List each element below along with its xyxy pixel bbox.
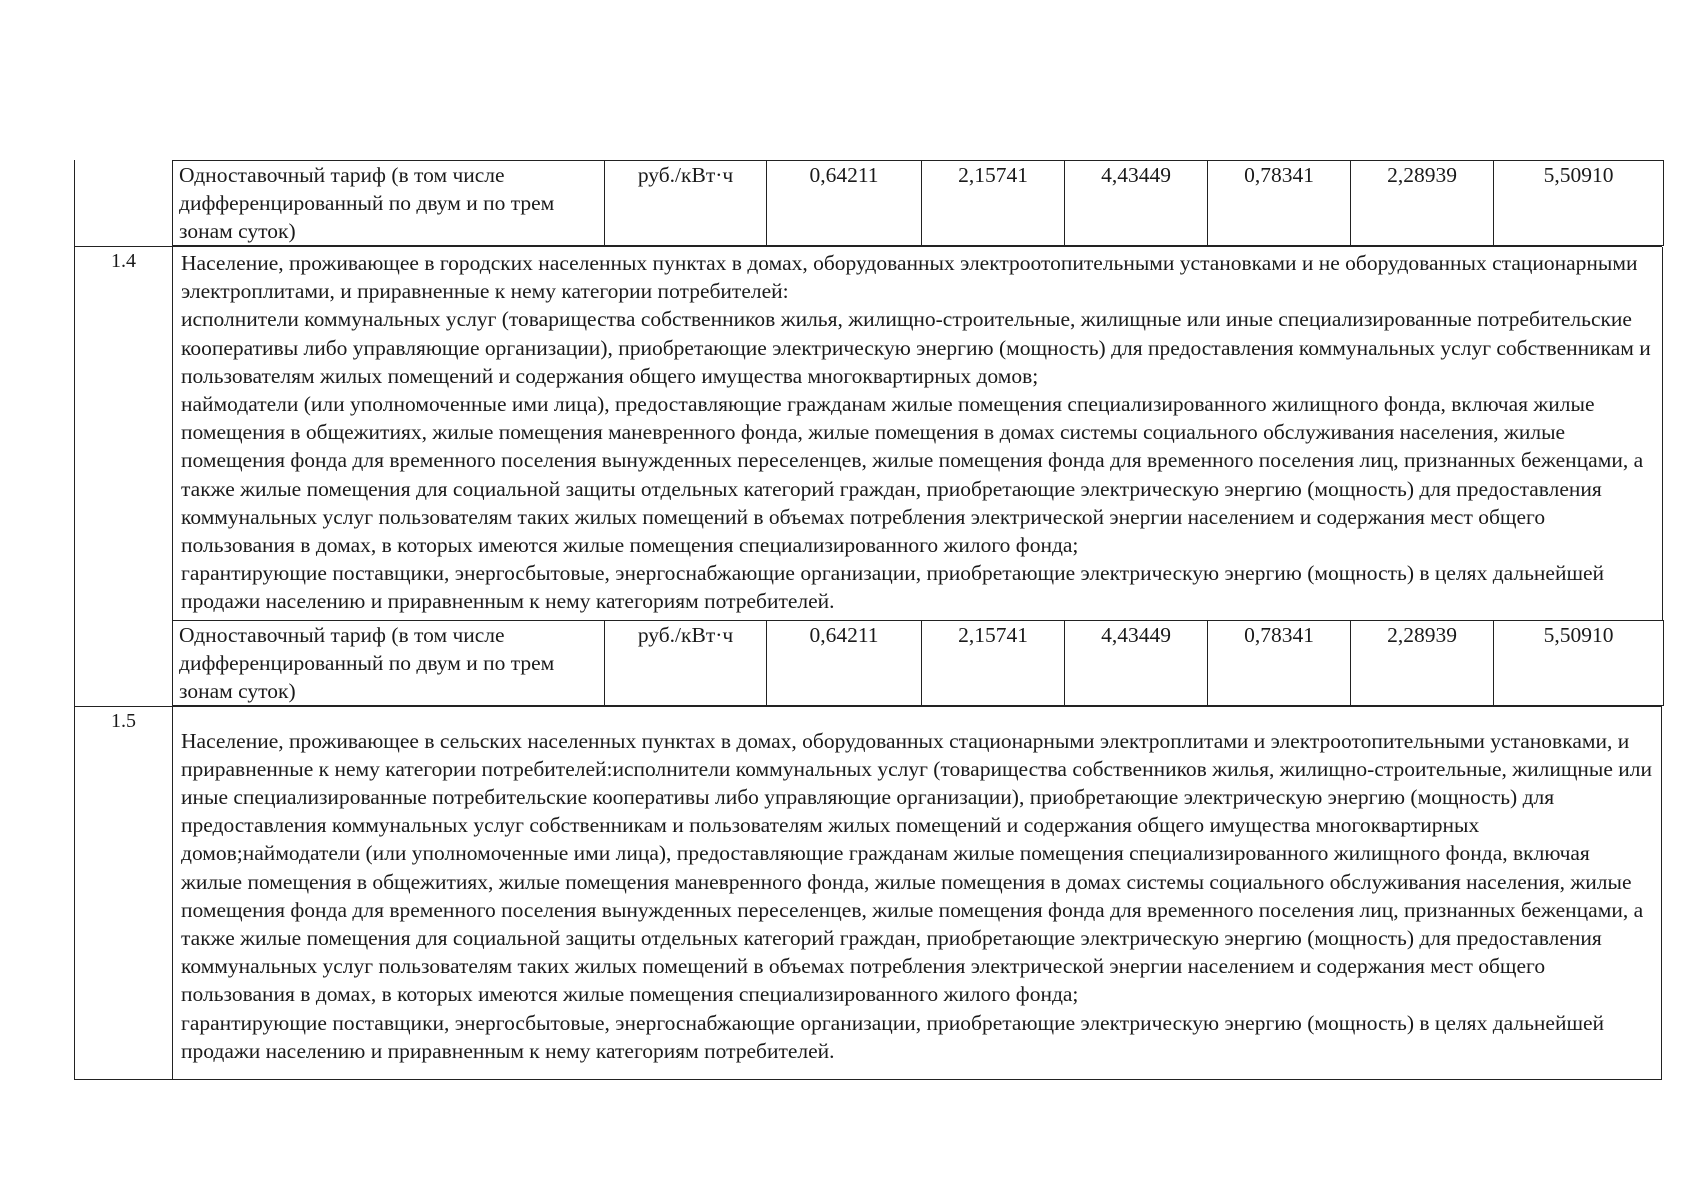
paragraph: Население, проживающее в сельских населенных пунктах в домах, оборудованных стационарными электроплитами и электроотопительными установками, и приравненные к нему категории потребителей:исполнители коммунальных услуг (товарищества собственников жилья, жилищно-строительные, жилищные или иные специализированные потребительские кооперативы либо управляющие организации), приобретающие электрическую энергию (мощность) для предоставления коммунальных услуг собственникам и пользователям жилых помещений и содержания общего имущества многоквартирных домов;наймодатели (или уполномоченные ими лица), предоставляющие гражданам жилые помещения специализированного жилищного фонда, включая жилые помещения в общежитиях, жилые помещения маневренного фонда, жилые помещения в домах системы социального обслуживания населения, жилые помещения фонда для временного поселения вынужденных переселенцев, жилые помещения фонда для временного поселения лиц, признанных беженцами, а также жилые помещения для социальной защиты отдельных категорий граждан, приобретающие электрическую энергию (мощность) для предоставления коммунальных услуг пользователям таких жилых помещений в объемах потребления электрической энергии населением и содержания мест общего пользования в домах, в которых имеются жилые помещения специализированного жилого фонда; bbox=[181, 728, 1652, 1007]
value-cell: 2,15741 bbox=[922, 161, 1065, 246]
section-description bbox=[172, 247, 1663, 621]
tariff-label: Одноставочный тариф (в том числе дифференцированный по двум и по трем зонам суток) bbox=[173, 620, 605, 705]
paragraph: гарантирующие поставщики, энергосбытовые, энергоснабжающие организации, приобретающие электрическую энергию (мощность) в целях дальнейшей продажи населению и приравненным к нему категориям потребителей. bbox=[181, 1010, 1605, 1063]
tariff-document bbox=[74, 160, 1662, 1080]
value-cell: 4,43449 bbox=[1065, 161, 1208, 246]
tariff-label: Одноставочный тариф (в том числе дифференцированный по двум и по трем зонам суток) bbox=[173, 161, 605, 246]
value-cell: 2,28939 bbox=[1351, 620, 1494, 705]
paragraph: наймодатели (или уполномоченные ими лица), предоставляющие гражданам жилые помещения специализированного жилищного фонда, включая жилые помещения в общежитиях, жилые помещения маневренного фонда, жилые помещения в домах системы социального обслуживания населения, жилые помещения фонда для временного поселения вынужденных переселенцев, жилые помещения фонда для временного поселения лиц, признанных беженцами, а также жилые помещения для социальной защиты отдельных категорий граждан, приобретающие электрическую энергию (мощность) для предоставления коммунальных услуг пользователям таких жилых помещений в объемах потребления электрической энергии населением и содержания мест общего пользования в домах, в которых имеются жилые помещения специализированного жилого фонда; bbox=[181, 392, 1644, 558]
value-cell: 0,78341 bbox=[1208, 161, 1351, 246]
value-cell: 0,64211 bbox=[767, 620, 922, 705]
row-number-empty bbox=[75, 160, 172, 246]
value-cell: 2,28939 bbox=[1351, 161, 1494, 246]
paragraph: Население, проживающее в городских населенных пунктах в домах, оборудованных электроотопительными установками и не оборудованных стационарными электроплитами, и приравненные к нему категории потребителей: bbox=[181, 251, 1638, 304]
value-cell: 2,15741 bbox=[922, 620, 1065, 705]
value-cell: 5,50910 bbox=[1494, 161, 1664, 246]
tariff-row-top bbox=[74, 160, 1662, 246]
paragraph: гарантирующие поставщики, энергосбытовые, энергоснабжающие организации, приобретающие электрическую энергию (мощность) в целях дальнейшей продажи населению и приравненным к нему категориям потребителей. bbox=[181, 561, 1605, 614]
value-cell: 0,78341 bbox=[1208, 620, 1351, 705]
section-number: 1.5 bbox=[111, 709, 136, 732]
section-body bbox=[172, 707, 1662, 1079]
section-1-5 bbox=[74, 706, 1662, 1080]
value-cell: 0,64211 bbox=[767, 161, 922, 246]
section-description bbox=[172, 707, 1662, 1079]
section-number: 1.4 bbox=[111, 250, 136, 272]
section-body bbox=[172, 247, 1663, 706]
tariff-table-1-4 bbox=[172, 620, 1664, 706]
value-cell: 5,50910 bbox=[1494, 620, 1664, 705]
section-1-4 bbox=[74, 246, 1662, 706]
units-cell: руб./кВт·ч bbox=[605, 620, 767, 705]
paragraph: исполнители коммунальных услуг (товарищества собственников жилья, жилищно-строительные, жилищные или иные специализированные потребительские кооперативы либо управляющие организации), приобретающие электрическую энергию (мощность) для предоставления коммунальных услуг собственникам и пользователям жилых помещений и содержания общего имущества многоквартирных домов; bbox=[181, 307, 1651, 388]
units-cell: руб./кВт·ч bbox=[605, 161, 767, 246]
value-cell: 4,43449 bbox=[1065, 620, 1208, 705]
tariff-table-top bbox=[172, 160, 1664, 246]
